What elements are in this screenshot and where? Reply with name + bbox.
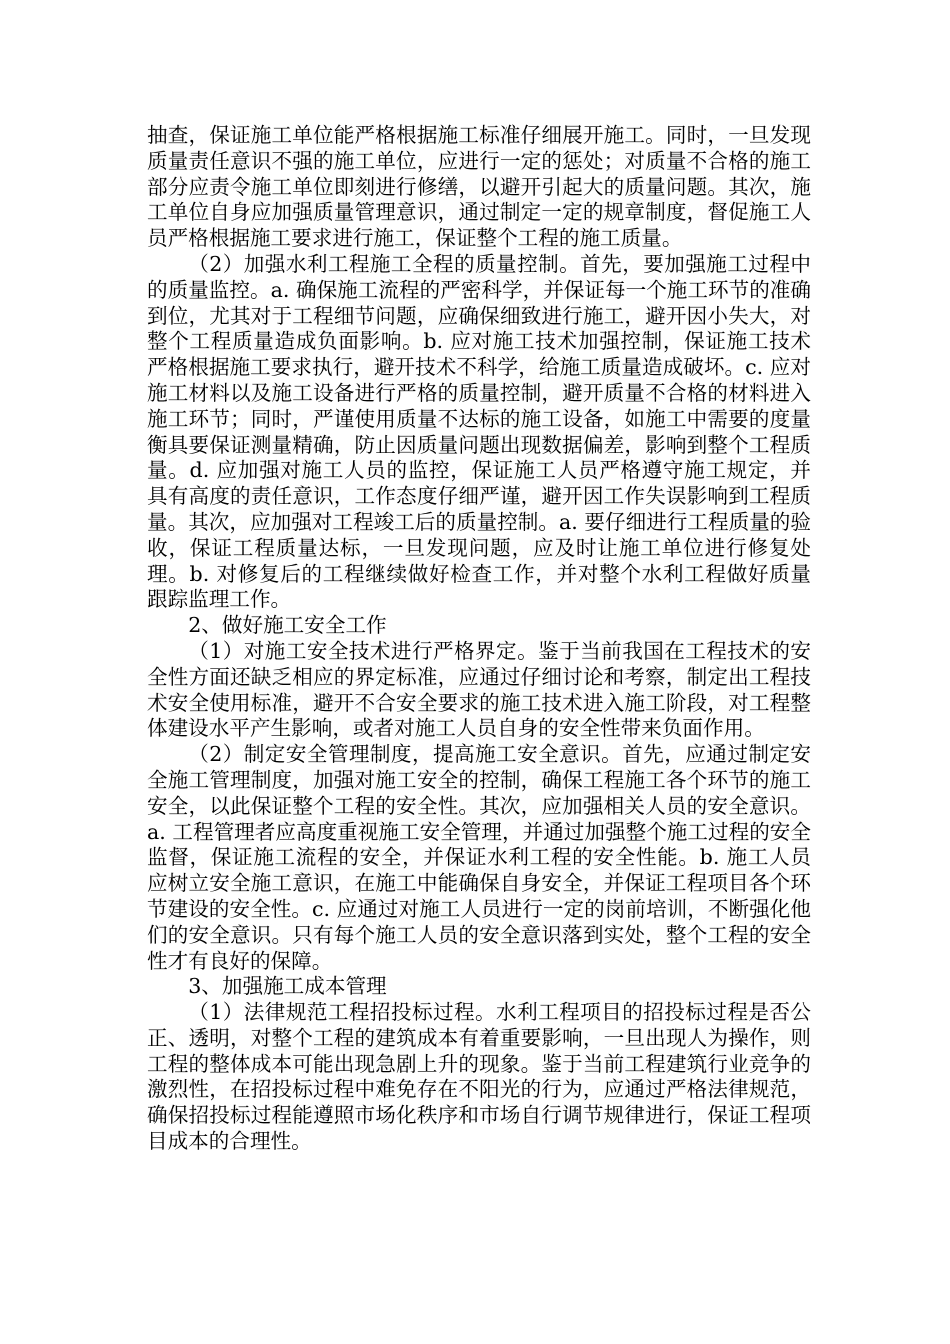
section-heading-construction-safety: 2、做好施工安全工作 bbox=[188, 613, 387, 638]
paragraph-safety-management-system: （2）制定安全管理制度，提高施工安全意识。首先，应通过制定安全施工管理制度，加强对施工安全的控制，确保工程施工各个环节的施工安全，以此保证整个工程的安全性。其次，应加强相关人员的安全意识。a. 工程管理者应高度重视施工安全管理，并通过加强整个施工过程的安全监督，保证施工流程的安全，并保证水利工程的安全性能。b. 施工人员应树立安全施工意识，在施工中能确保自身安全，并保证工程项目各个环节建设的安全性。c. 应通过对施工人员进行一定的岗前培训，不断强化他们的安全意识。只有每个施工人员的安全意识落到实处，整个工程的安全性才有良好的保障。 bbox=[147, 742, 811, 973]
document-body bbox=[147, 123, 811, 1155]
paragraph-quality-supervision-continued: 抽查，保证施工单位能严格根据施工标准仔细展开施工。同时，一旦发现质量责任意识不强的施工单位，应进行一定的惩处；对质量不合格的施工部分应责令施工单位即刻进行修缮，以避开引起大的质量问题。其次，施工单位自身应加强质量管理意识，通过制定一定的规章制度，督促施工人员严格根据施工要求进行施工，保证整个工程的施工质量。 bbox=[147, 123, 811, 251]
paragraph-safety-technology-definition: （1）对施工安全技术进行严格界定。鉴于当前我国在工程技术的安全性方面还缺乏相应的界定标准，应通过仔细讨论和考察，制定出工程技术安全使用标准，避开不合安全要求的施工技术进入施工阶段，对工程整体建设水平产生影响，或者对施工人员自身的安全性带来负面作用。 bbox=[147, 638, 811, 741]
section-heading-cost-management: 3、加强施工成本管理 bbox=[188, 974, 387, 999]
paragraph-quality-control-full-process: （2）加强水利工程施工全程的质量控制。首先，要加强施工过程中的质量监控。a. 确保施工流程的严密科学，并保证每一个施工环节的准确到位，尤其对于工程细节问题，应确保细致进行施工，避开因小失大，对整个工程质量造成负面影响。b. 应对施工技术加强控制，保证施工技术严格根据施工要求执行，避开技术不科学，给施工质量造成破坏。c. 应对施工材料以及施工设备进行严格的质量控制，避开质量不合格的材料进入施工环节；同时，严谨使用质量不达标的施工设备，如施工中需要的度量衡具要保证测量精确，防止因质量问题出现数据偏差，影响到整个工程质量。d. 应加强对施工人员的监控，保证施工人员严格遵守施工规定，并具有高度的责任意识，工作态度仔细严谨，避开因工作失误影响到工程质量。其次，应加强对工程竣工后的质量控制。a. 要仔细进行工程质量的验收，保证工程质量达标，一旦发现问题，应及时让施工单位进行修复处理。b. 对修复后的工程继续做好检查工作，并对整个水利工程做好质量跟踪监理工作。 bbox=[147, 251, 811, 612]
paragraph-bidding-process-regulation: （1）法律规范工程招投标过程。水利工程项目的招投标过程是否公正、透明，对整个工程的建筑成本有着重要影响，一旦出现人为操作，则工程的整体成本可能出现急剧上升的现象。鉴于当前工程建筑行业竞争的激烈性，在招投标过程中难免存在不阳光的行为，应通过严格法律规范，确保招投标过程能遵照市场化秩序和市场自行调节规律进行，保证工程项目成本的合理性。 bbox=[147, 1000, 811, 1154]
